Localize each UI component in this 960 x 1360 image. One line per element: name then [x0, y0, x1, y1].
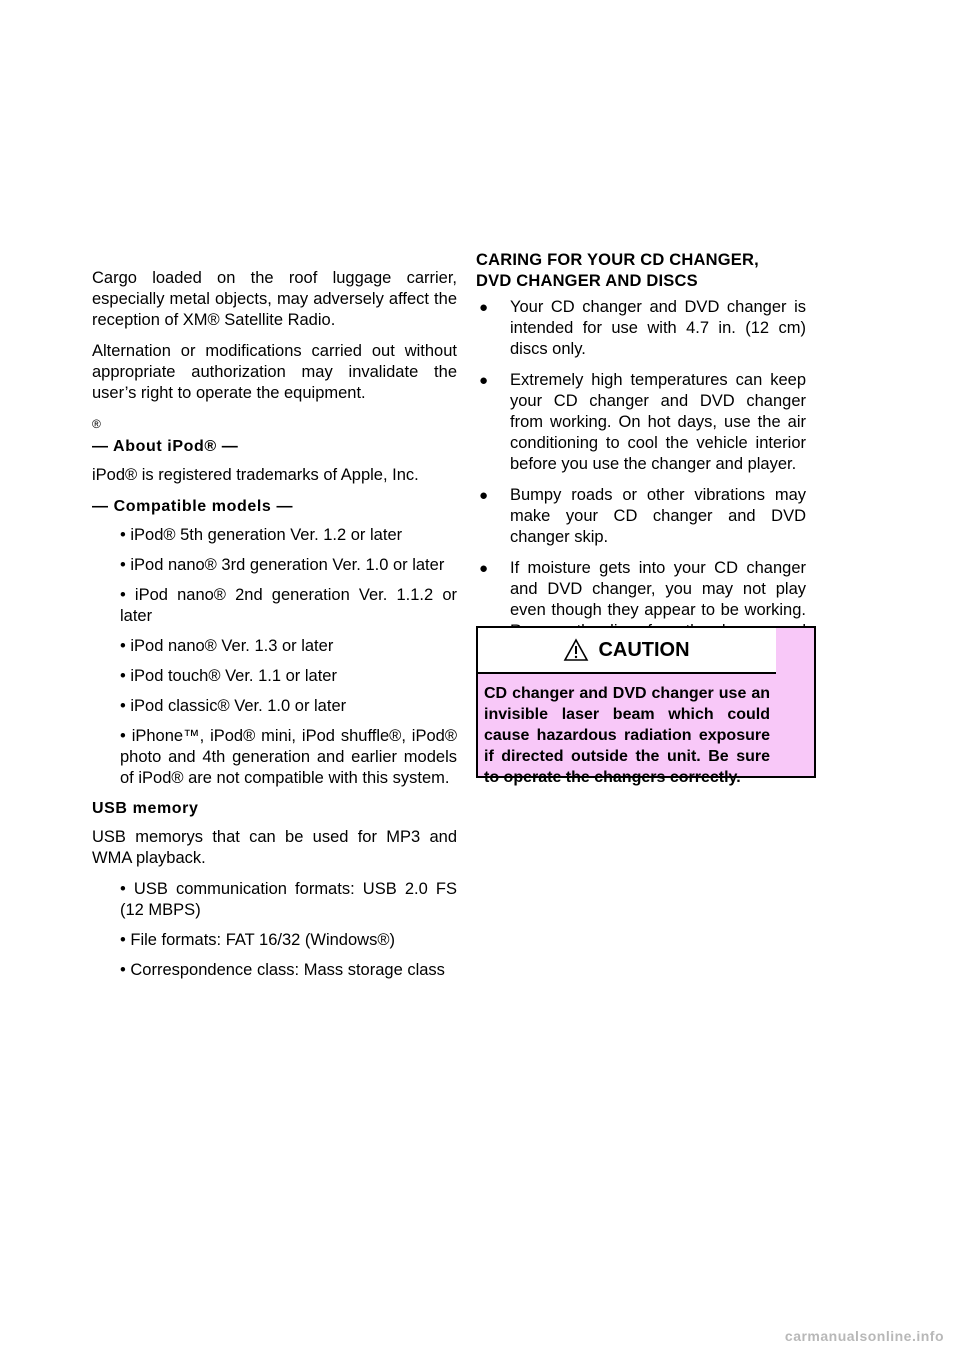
model-item: • iPod nano® 3rd generation Ver. 1.0 or later [120, 556, 445, 574]
registered-symbol: ® [92, 417, 101, 431]
section-heading-line1: CARING FOR YOUR CD CHANGER, [476, 251, 759, 269]
left-column-content [92, 268, 457, 990]
compatible-models-heading: — Compatible models — [92, 498, 294, 515]
caution-text: CD changer and DVD changer use an invisible laser beam which could cause hazardous radiation exposure if directed outside the unit. Be sure to operate the changers correctly. [484, 685, 770, 786]
model-item: • iPod touch® Ver. 1.1 or later [120, 667, 337, 685]
usb-item: • Correspondence class: Mass storage class [120, 961, 445, 979]
usb-memory-heading: USB memory [92, 800, 199, 817]
model-item: • iPhone™, iPod® mini, iPod shuffle®, iPod® photo and 4th generation and earlier models of iPod® are not compatible with this system. [120, 727, 457, 787]
bullet-text: Bumpy roads or other vibrations may make your CD changer and DVD changer skip. [510, 486, 806, 546]
modifications-paragraph: Alternation or modifications carried out without appropriate authorization may invalidate the user’s right to operate the equipment. [92, 342, 457, 402]
usb-item: • USB communication formats: USB 2.0 FS (12 MBPS) [120, 880, 457, 919]
care-bullet [476, 297, 806, 360]
model-item: • iPod nano® 2nd generation Ver. 1.1.2 or later [120, 586, 457, 625]
model-item: • iPod® 5th generation Ver. 1.2 or later [120, 526, 403, 544]
caution-title: CAUTION [598, 638, 690, 661]
model-item: • iPod classic® Ver. 1.0 or later [120, 697, 347, 715]
model-item: • iPod nano® Ver. 1.3 or later [120, 637, 334, 655]
right-column-content [476, 250, 806, 786]
bullet-dot-icon: ● [479, 372, 489, 389]
usb-item: • File formats: FAT 16/32 (Windows®) [120, 931, 395, 949]
ipod-heading: — About iPod® — [92, 438, 239, 455]
section-heading-line2: DVD CHANGER AND DISCS [476, 272, 698, 290]
left-column [92, 268, 457, 988]
warning-triangle-icon [564, 639, 588, 661]
bullet-dot-icon: ● [479, 299, 489, 316]
right-column [476, 250, 806, 790]
usb-intro-text: USB memorys that can be used for MP3 and WMA playback. [92, 828, 457, 867]
care-bullet [476, 370, 806, 475]
bullet-text: Extremely high temperatures can keep your CD changer and DVD changer from working. On hot days, use the air conditioning to cool the vehicle interior before you use the changer and player. [510, 371, 806, 473]
luggage-carrier-paragraph: Cargo loaded on the roof luggage carrier, especially metal objects, may adversely affect the reception of XM® Satellite Radio. [92, 269, 457, 329]
caution-header [478, 628, 776, 674]
bullet-text: Your CD changer and DVD changer is intended for use with 4.7 in. (12 cm) discs only. [510, 298, 806, 358]
caution-box [476, 626, 816, 786]
bullet-dot-icon: ● [479, 560, 489, 577]
watermark: carmanualsonline.info [784, 1328, 944, 1344]
bullet-text: If moisture gets into your CD changer and DVD changer, you may not play even though they appear to be working. [510, 559, 806, 619]
care-bullet [476, 485, 806, 548]
ipod-trademark-text: iPod® is registered trademarks of Apple, Inc. [92, 466, 419, 484]
bullet-dot-icon: ● [479, 487, 489, 504]
